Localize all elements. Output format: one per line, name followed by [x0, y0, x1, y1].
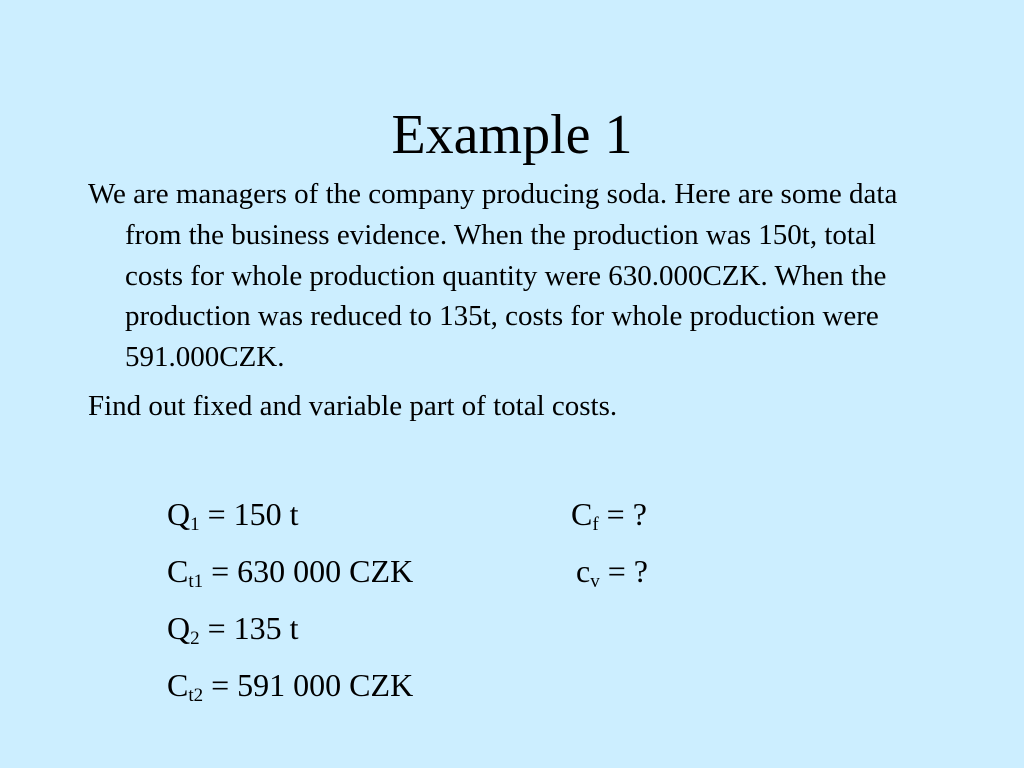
problem-statement [88, 174, 918, 427]
value: = 150 t [199, 496, 299, 532]
value: = 630 000 CZK [203, 553, 414, 589]
unknown-cv [576, 551, 648, 591]
symbol: c [576, 553, 591, 589]
value: = ? [599, 553, 648, 589]
symbol: C [571, 496, 593, 532]
symbol: C [167, 667, 189, 703]
subscript: 2 [190, 627, 200, 649]
subscript: 1 [190, 513, 200, 535]
subscript: t2 [188, 684, 204, 706]
slide-title: Example 1 [391, 104, 633, 166]
subscript: t1 [188, 570, 204, 592]
value: = 135 t [199, 610, 299, 646]
subscript: v [590, 570, 600, 592]
value: = 591 000 CZK [203, 667, 414, 703]
value: = ? [598, 496, 647, 532]
subscript: f [592, 513, 599, 535]
unknown-cf [571, 494, 647, 534]
symbol: Q [167, 496, 191, 532]
symbol: C [167, 553, 189, 589]
paragraph-task: Find out fixed and variable part of total costs. [88, 389, 618, 422]
given-q1 [167, 494, 299, 534]
paragraph-problem: We are managers of the company producing soda. Here are some data from the business evidence. When the production was 150t, total costs for whole production quantity were 630.000CZK. When the production was reduced to 135t, costs for whole production were 591.000CZK. [88, 178, 898, 374]
given-ct2 [167, 665, 413, 705]
symbol: Q [167, 610, 191, 646]
given-q2 [167, 608, 299, 648]
given-ct1 [167, 551, 413, 591]
